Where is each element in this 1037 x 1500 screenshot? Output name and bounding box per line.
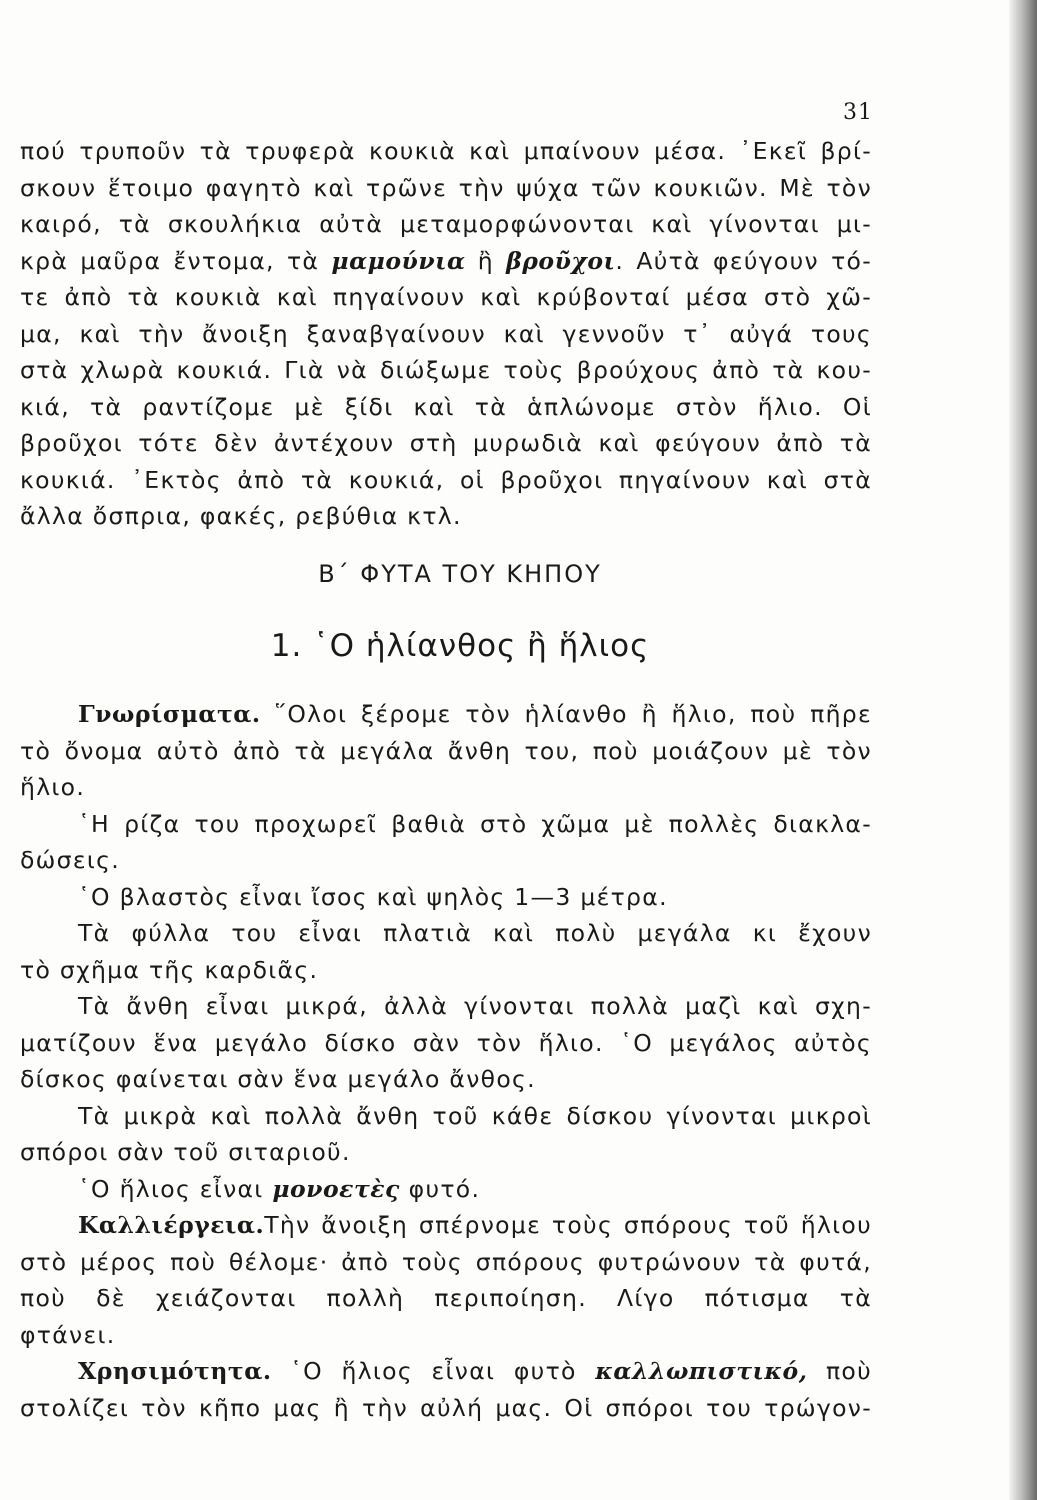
text-line: ἄλλα ὄσπρια, φακές, ρεβύθια κτλ.: [20, 502, 462, 530]
top-paragraph: [20, 133, 872, 535]
text-line: Γνωρίσματα. ῞Ολοι ξέρομε τὸν ἡλίανθο ἢ ἥλιο, ποὺ πῆρε: [78, 700, 872, 728]
text-line: κιά, τὰ ραντίζομε μὲ ξίδι καὶ τὰ ἁπλώνομε στὸν ἥλιο. Οἱ: [20, 392, 872, 421]
text-line: κουκιά. ᾽Εκτὸς ἀπὸ τὰ κουκιά, οἱ βροῦχοι πηγαίνουν καὶ στὰ: [20, 465, 872, 494]
text-line: φτάνει.: [20, 1320, 116, 1349]
text-line: στὸ μέρος ποὺ θέλομε· ἀπὸ τοὺς σπόρους φυτρώνουν τὰ φυτά,: [20, 1247, 872, 1276]
text-line: ῾Ο βλαστὸς εἶναι ἴσος καὶ ψηλὸς 1—3 μέτρα.: [78, 882, 668, 911]
emphasis-term: μονοετὲς: [272, 1174, 400, 1203]
text-line: πού τρυποῦν τὰ τρυφερὰ κουκιὰ καὶ μπαίνουν μέσα. ᾽Εκεῖ βρί-: [20, 137, 872, 165]
text-line: ῾Ο ἥλιος εἶναι μονοετὲς φυτό.: [78, 1174, 481, 1203]
text-line: μα, καὶ τὴν ἄνοιξη ξαναβγαίνουν καὶ γεννοῦν τ᾽ αὐγά τους: [20, 319, 872, 348]
page-number: 31: [843, 100, 873, 125]
text-line: Χρησιμότητα. ῾Ο ἥλιος εἶναι φυτὸ καλλωπιστικό, ποὺ: [78, 1357, 872, 1385]
text-line: ποὺ δὲ χειάζονται πολλὴ περιποίηση. Λίγο πότισμα τὰ: [20, 1284, 872, 1312]
emphasis-term: μαμούνια: [331, 246, 466, 275]
text-line: καιρό, τὰ σκουλήκια αὐτὰ μεταμορφώνονται καὶ γίνονται μι-: [20, 210, 872, 238]
text-line: τὸ σχῆμα τῆς καρδιᾶς.: [20, 955, 319, 984]
page-edge-shadow: [1009, 0, 1037, 1500]
text-line: ἥλιο.: [20, 773, 86, 801]
text-line: δώσεις.: [20, 846, 120, 874]
text-line: Καλλιέργεια.Τὴν ἄνοιξη σπέρνομε τοὺς σπόρους τοῦ ἥλιου: [78, 1211, 872, 1239]
text-line: κρὰ μαῦρα ἔντομα, τὰ μαμούνια ἢ βροῦχοι. Αὐτὰ φεύγουν τό-: [20, 246, 872, 275]
text-line: στὰ χλωρὰ κουκιά. Γιὰ νὰ διώξωμε τοὺς βρούχους ἀπὸ τὰ κου-: [20, 356, 872, 384]
text-line: ματίζουν ἕνα μεγάλο δίσκο σὰν τὸν ἥλιο. ῾Ο μεγάλος αὐτὸς: [20, 1028, 872, 1057]
text-line: Τὰ φύλλα του εἶναι πλατιὰ καὶ πολὺ μεγάλα κι ἔχουν: [78, 919, 872, 947]
text-line: Τὰ μικρὰ καὶ πολλὰ ἄνθη τοῦ κάθε δίσκου γίνονται μικροὶ: [78, 1101, 872, 1130]
emphasis-term: βροῦχοι: [506, 246, 616, 275]
text-line: δίσκος φαίνεται σὰν ἕνα μεγάλο ἄνθος.: [20, 1065, 536, 1093]
text-line: Τὰ ἄνθη εἶναι μικρά, ἀλλὰ γίνονται πολλὰ μαζὶ καὶ σχη-: [78, 992, 872, 1020]
emphasis-term: καλλωπιστικό,: [595, 1357, 808, 1385]
text-line: βροῦχοι τότε δὲν ἀντέχουν στὴ μυρωδιὰ καὶ φεύγουν ἀπὸ τὰ: [20, 429, 872, 457]
subheading-term: Χρησιμότητα.: [78, 1357, 272, 1385]
subheading-term: Γνωρίσματα.: [78, 700, 261, 728]
text-line: ῾Η ρίζα του προχωρεῖ βαθιὰ στὸ χῶμα μὲ πολλὲς διακλα-: [78, 809, 872, 838]
text-line: στολίζει τὸν κῆπο μας ἢ τὴν αὐλή μας. Οἱ σπόροι του τρώγον-: [20, 1393, 872, 1422]
text-line: τὸ ὄνομα αὐτὸ ἀπὸ τὰ μεγάλα ἄνθη του, ποὺ μοιάζουν μὲ τὸν: [20, 736, 872, 765]
section-heading: Β΄ ΦΥΤΑ ΤΟΥ ΚΗΠΟΥ: [318, 560, 602, 588]
subheading-term: Καλλιέργεια.: [78, 1211, 265, 1239]
chapter-title: 1. ῾Ο ἡλίανθος ἢ ἥλιος: [270, 628, 650, 664]
body-text: [20, 696, 872, 1426]
text-line: τε ἀπὸ τὰ κουκιὰ καὶ πηγαίνουν καὶ κρύβονταί μέσα στὸ χῶ-: [20, 283, 872, 311]
text-line: σπόροι σὰν τοῦ σιταριοῦ.: [20, 1138, 351, 1166]
text-line: σκουν ἕτοιμο φαγητὸ καὶ τρῶνε τὴν ψύχα τῶν κουκιῶν. Μὲ τὸν: [20, 173, 872, 202]
